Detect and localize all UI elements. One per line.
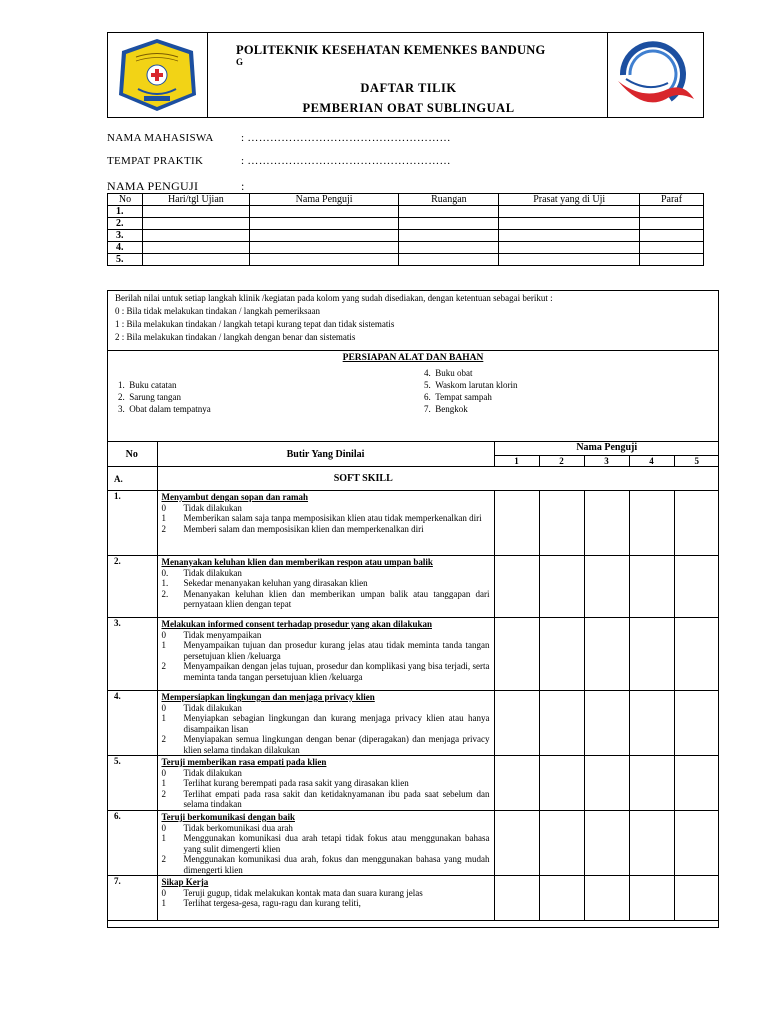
option-text: Terlihat kurang berempati pada rasa sakit yang dirasakan klien — [183, 778, 409, 788]
criteria-row — [107, 876, 719, 921]
table-cell[interactable] — [640, 218, 704, 230]
criteria-content — [157, 618, 494, 691]
score-cell[interactable] — [584, 556, 629, 618]
table-cell[interactable] — [399, 242, 499, 254]
score-cell[interactable] — [674, 491, 719, 556]
criteria-title: Menanyakan keluhan klien dan memberikan respon atau umpan balik — [161, 557, 433, 567]
tool-number: 1. — [118, 380, 125, 390]
col-date: Hari/tgl Ujian — [142, 194, 249, 206]
option-text: Menggunakan komunikasi dua arah tetapi tidak fokus atau menggunakan bahasa yang sulit dimengerti klien — [183, 833, 490, 854]
score-cell[interactable] — [674, 618, 719, 691]
option-text: Sekedar menanyakan keluhan yang dirasakan klien — [183, 578, 368, 588]
score-cell[interactable] — [584, 756, 629, 811]
table-cell[interactable] — [399, 206, 499, 218]
option-score: 1 — [161, 713, 166, 723]
option-score: 0 — [161, 702, 166, 713]
tool-name: Buku catatan — [129, 380, 177, 390]
examiner-num: 3 — [584, 456, 629, 467]
col-no: No — [107, 442, 157, 467]
criteria-option — [162, 578, 490, 589]
score-cell[interactable] — [629, 876, 674, 921]
score-cell[interactable] — [584, 876, 629, 921]
tools-title: PERSIAPAN ALAT DAN BAHAN — [342, 353, 484, 363]
table-cell[interactable] — [249, 242, 399, 254]
criteria-option — [162, 524, 490, 535]
col-no: No — [108, 194, 143, 206]
table-cell[interactable] — [640, 206, 704, 218]
score-cell[interactable] — [539, 556, 584, 618]
option-text: Teruji gugup, tidak melakukan kontak mata dan suara kurang jelas — [183, 887, 423, 898]
table-cell[interactable] — [142, 218, 249, 230]
col-examiner: Nama Penguji — [494, 442, 719, 456]
tool-name: Bengkok — [435, 404, 468, 414]
section-title: SOFT SKILL — [157, 467, 719, 491]
option-text: Terlihat empati pada rasa sakit dan ketidaknyamanan ibu pada saat sebelum dan selama tindakan — [183, 788, 490, 809]
criteria-title: Melakukan informed consent terhadap prosedur yang akan dilakukan — [161, 619, 432, 629]
option-score: 1. — [161, 578, 169, 588]
examiner-field[interactable]: : — [241, 179, 245, 193]
option-text: Tidak dilakukan — [183, 502, 242, 513]
tool-item — [424, 380, 518, 390]
criteria-number: 4. — [107, 691, 157, 756]
option-text: Menyampaikan tujuan dan prosedur kurang jelas atau tidak meminta tanda tangan persetujuan klien /keluarga — [183, 640, 490, 661]
option-score: 1 — [161, 898, 166, 908]
score-cell[interactable] — [629, 556, 674, 618]
examiner-table-header — [108, 194, 704, 206]
score-table — [107, 441, 719, 921]
table-cell[interactable] — [249, 254, 399, 266]
criteria-option — [162, 703, 490, 714]
criteria-option — [162, 661, 490, 682]
score-cell[interactable] — [629, 618, 674, 691]
criteria-option — [162, 898, 490, 909]
table-cell[interactable] — [249, 206, 399, 218]
table-cell[interactable] — [399, 230, 499, 242]
table-cell[interactable] — [499, 242, 640, 254]
instruction-line: 2 : Bila melakukan tindakan / langkah dengan benar dan sistematis — [115, 332, 356, 342]
score-cell[interactable] — [674, 556, 719, 618]
score-cell[interactable] — [539, 876, 584, 921]
criteria-title: Sikap Kerja — [161, 877, 209, 887]
score-cell[interactable] — [674, 756, 719, 811]
table-row — [108, 254, 704, 266]
divider — [108, 350, 718, 351]
criteria-option — [162, 503, 490, 514]
criteria-option — [162, 640, 490, 661]
practice-place-label: TEMPAT PRAKTIK — [107, 155, 204, 167]
section-number: A. — [107, 467, 157, 491]
institution-logo-cell — [108, 33, 208, 117]
criteria-title: Teruji berkomunikasi dengan baik — [161, 812, 295, 822]
criteria-option — [162, 630, 490, 641]
tool-name: Buku obat — [435, 368, 473, 378]
option-text: Menggunakan komunikasi dua arah, fokus dan menggunakan bahasa yang mudah dimengerti klien — [183, 854, 490, 875]
option-text: Menyampaikan dengan jelas tujuan, prosedur dan komplikasi yang bisa terjadi, serta meminta tanda tangan persetujuan klien /keluarga — [183, 661, 490, 682]
institution-logo — [108, 33, 207, 117]
instruction-intro: Berilah nilai untuk setiap langkah klinik /kegiatan pada kolom yang sudah disediakan, dengan ketentuan sebagai berikut : — [115, 293, 553, 303]
criteria-list — [107, 491, 719, 921]
score-cell[interactable] — [539, 756, 584, 811]
option-score: 1 — [161, 640, 166, 650]
option-text: Terlihat tergesa-gesa, ragu-ragu dan kurang teliti, — [183, 898, 361, 908]
score-cell[interactable] — [494, 691, 539, 756]
table-cell[interactable] — [249, 230, 399, 242]
institution-name: POLITEKNIK KESEHATAN KEMENKES BANDUNG — [236, 43, 546, 57]
score-cell[interactable] — [584, 618, 629, 691]
criteria-title: Menyambut dengan sopan dan ramah — [161, 492, 309, 502]
table-cell[interactable] — [499, 230, 640, 242]
examiner-label: NAMA PENGUJI — [107, 179, 199, 193]
tool-item — [118, 404, 211, 414]
option-text: Menyiapkan sebagian lingkungan dan kurang menjaga privacy klien atau hanya disampaikan lisan — [183, 713, 490, 734]
table-cell[interactable] — [499, 206, 640, 218]
score-cell[interactable] — [584, 811, 629, 876]
criteria-option — [162, 513, 490, 524]
criteria-number: 6. — [107, 811, 157, 876]
row-number: 4. — [108, 242, 143, 254]
tool-name: Sarung tangan — [129, 392, 181, 402]
score-cell[interactable] — [584, 691, 629, 756]
option-text: Memberikan salam saja tanpa memposisikan klien atau tidak memperkenalkan diri — [183, 513, 482, 523]
table-cell[interactable] — [640, 254, 704, 266]
criteria-row — [107, 756, 719, 811]
option-score: 1 — [161, 513, 166, 523]
option-text: Menanyakan keluhan klien dan memberikan umpan balik atau tanggapan dari pernyataan klien dengan tepat — [183, 588, 490, 609]
table-cell[interactable] — [142, 254, 249, 266]
criteria-content — [157, 876, 494, 921]
table-cell[interactable] — [499, 218, 640, 230]
criteria-content — [157, 491, 494, 556]
examiner-num: 1 — [494, 456, 539, 467]
criteria-option — [162, 589, 490, 610]
criteria-row — [107, 691, 719, 756]
criteria-option — [162, 789, 490, 810]
col-examiner-name: Nama Penguji — [249, 194, 399, 206]
criteria-number: 3. — [107, 618, 157, 691]
criteria-option — [162, 778, 490, 789]
score-cell[interactable] — [494, 618, 539, 691]
col-item: Butir Yang Dinilai — [157, 442, 494, 467]
criteria-number: 1. — [107, 491, 157, 556]
table-row — [108, 242, 704, 254]
col-procedure: Prasat yang di Uji — [499, 194, 640, 206]
option-score: 0 — [161, 822, 166, 833]
tool-item — [118, 380, 176, 390]
document-subtitle: PEMBERIAN OBAT SUBLINGUAL — [302, 101, 515, 115]
section-row — [107, 467, 719, 491]
option-text: Tidak menyampaikan — [183, 629, 262, 640]
tool-item — [118, 392, 181, 402]
tool-item — [424, 368, 473, 378]
tool-number: 4. — [424, 368, 431, 378]
practice-place-field[interactable]: : ……………………………………………… — [241, 155, 451, 167]
instruction-line: 0 : Bila tidak melakukan tindakan / langkah pemeriksaan — [115, 306, 320, 316]
option-score: 2 — [161, 854, 166, 864]
score-header-row — [107, 442, 719, 456]
option-text: Menyiapakan semua lingkungan dengan benar (diperagakan) dan menjaga privacy klien selama tindakan dilakukan — [183, 734, 490, 755]
student-name-label: NAMA MAHASISWA — [107, 132, 214, 144]
document-header — [107, 32, 704, 118]
option-score: 1 — [161, 778, 166, 788]
table-cell[interactable] — [640, 230, 704, 242]
option-score: 0 — [161, 502, 166, 513]
row-number: 2. — [108, 218, 143, 230]
score-cell[interactable] — [629, 756, 674, 811]
row-number: 3. — [108, 230, 143, 242]
tool-number: 7. — [424, 404, 431, 414]
score-cell[interactable] — [674, 876, 719, 921]
option-score: 0. — [161, 567, 169, 578]
option-text: Tidak berkomunikasi dua arah — [183, 822, 293, 833]
score-cell[interactable] — [494, 876, 539, 921]
student-name-field[interactable]: : ……………………………………………… — [241, 132, 451, 144]
table-cell[interactable] — [142, 242, 249, 254]
score-cell[interactable] — [674, 811, 719, 876]
score-cell[interactable] — [539, 491, 584, 556]
table-row — [108, 206, 704, 218]
criteria-option — [162, 568, 490, 579]
criteria-option — [162, 854, 490, 875]
tool-name: Tempat sampah — [435, 392, 492, 402]
examiner-table — [107, 193, 704, 266]
col-signature: Paraf — [640, 194, 704, 206]
examiner-num: 2 — [539, 456, 584, 467]
row-number: 1. — [108, 206, 143, 218]
tool-number: 6. — [424, 392, 431, 402]
criteria-content — [157, 811, 494, 876]
table-cell[interactable] — [499, 254, 640, 266]
criteria-option — [162, 888, 490, 899]
criteria-row — [107, 618, 719, 691]
score-cell[interactable] — [494, 556, 539, 618]
table-cell[interactable] — [142, 230, 249, 242]
criteria-number: 7. — [107, 876, 157, 921]
option-score: 2 — [161, 523, 166, 534]
option-score: 2 — [161, 734, 166, 744]
criteria-title: Mempersiapkan lingkungan dan menjaga privacy klien — [161, 692, 375, 702]
tool-number: 5. — [424, 380, 431, 390]
tool-number: 2. — [118, 392, 125, 402]
criteria-row — [107, 556, 719, 618]
criteria-row — [107, 811, 719, 876]
examiner-num: 4 — [629, 456, 674, 467]
criteria-content — [157, 691, 494, 756]
table-row — [108, 230, 704, 242]
score-cell[interactable] — [674, 691, 719, 756]
score-cell[interactable] — [584, 491, 629, 556]
examiner-num: 5 — [674, 456, 719, 467]
ministry-logo — [608, 33, 703, 117]
option-text: Tidak dilakukan — [183, 702, 242, 713]
criteria-title: Teruji memberikan rasa empati pada klien — [161, 757, 327, 767]
tool-item — [424, 404, 468, 414]
criteria-number: 5. — [107, 756, 157, 811]
row-number: 5. — [108, 254, 143, 266]
criteria-row — [107, 491, 719, 556]
option-text: Tidak dilakukan — [183, 767, 242, 778]
criteria-option — [162, 768, 490, 779]
criteria-option — [162, 823, 490, 834]
table-cell[interactable] — [142, 206, 249, 218]
score-cell[interactable] — [539, 691, 584, 756]
option-score: 1 — [161, 833, 166, 843]
option-text: Memberi salam dan memposisikan klien dan memperkenalkan diri — [183, 523, 424, 534]
score-cell[interactable] — [629, 691, 674, 756]
table-cell[interactable] — [399, 254, 499, 266]
table-row — [108, 218, 704, 230]
score-cell[interactable] — [539, 618, 584, 691]
instruction-line: 1 : Bila melakukan tindakan / langkah tetapi kurang tepat dan tidak sistematis — [115, 319, 395, 329]
option-score: 0 — [161, 629, 166, 640]
option-score: 0 — [161, 767, 166, 778]
option-score: 2. — [161, 588, 169, 599]
table-cell[interactable] — [249, 218, 399, 230]
col-room: Ruangan — [399, 194, 499, 206]
score-cell[interactable] — [494, 491, 539, 556]
option-score: 2 — [161, 661, 166, 671]
tool-item — [424, 392, 492, 402]
option-score: 2 — [161, 788, 166, 799]
criteria-option — [162, 833, 490, 854]
document-title: DAFTAR TILIK — [360, 81, 457, 95]
tool-name: Waskom larutan klorin — [435, 380, 518, 390]
institution-sub: G — [236, 57, 244, 67]
tool-name: Obat dalam tempatnya — [129, 404, 211, 414]
ministry-logo-cell — [607, 33, 703, 117]
table-cell[interactable] — [399, 218, 499, 230]
criteria-option — [162, 734, 490, 755]
criteria-number: 2. — [107, 556, 157, 618]
tool-number: 3. — [118, 404, 125, 414]
criteria-content — [157, 556, 494, 618]
table-cell[interactable] — [640, 242, 704, 254]
score-cell[interactable] — [494, 811, 539, 876]
score-cell[interactable] — [629, 811, 674, 876]
score-cell[interactable] — [539, 811, 584, 876]
score-cell[interactable] — [494, 756, 539, 811]
option-text: Tidak dilakukan — [183, 567, 242, 578]
option-score: 0 — [161, 887, 166, 898]
score-cell[interactable] — [629, 491, 674, 556]
criteria-content — [157, 756, 494, 811]
criteria-option — [162, 713, 490, 734]
